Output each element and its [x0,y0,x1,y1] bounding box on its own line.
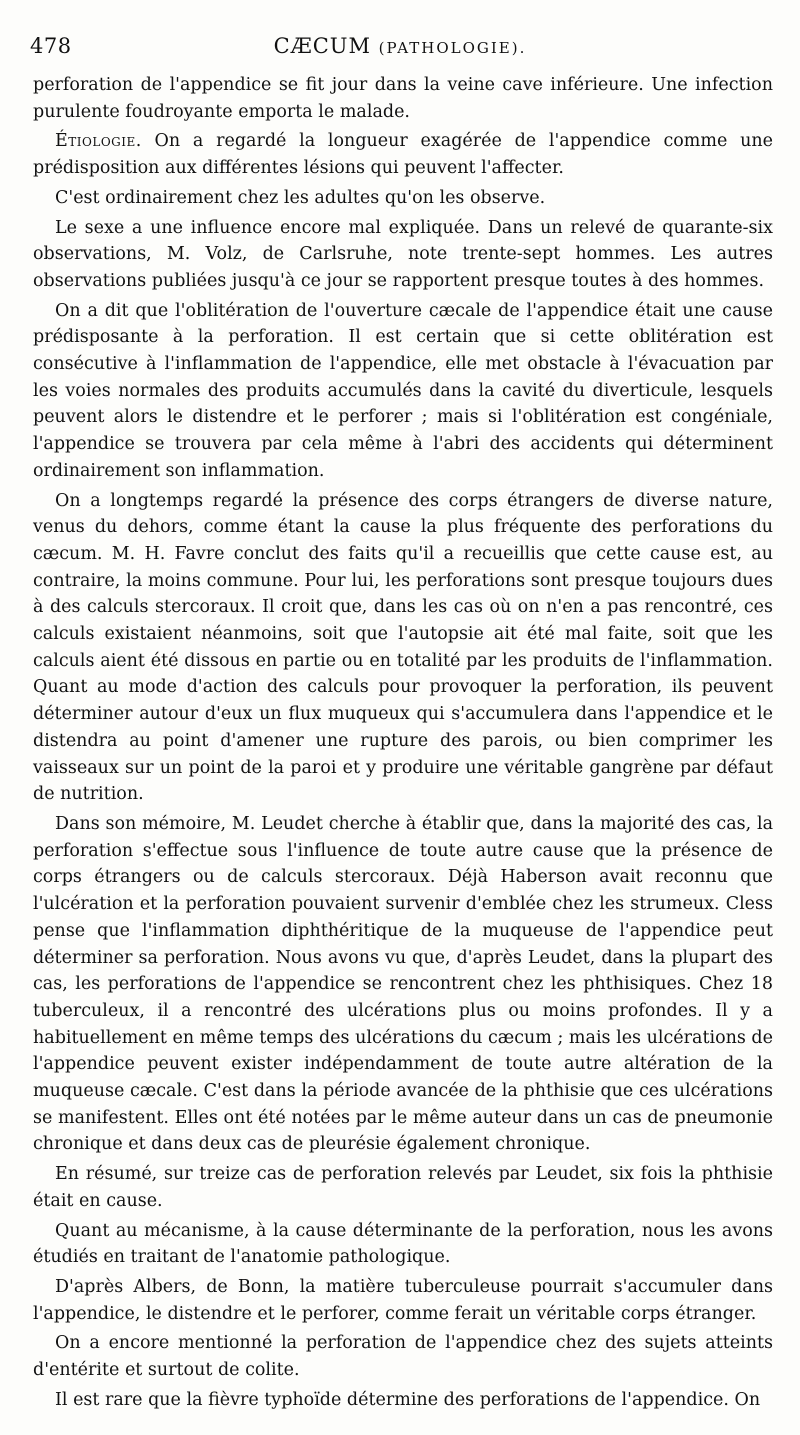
paragraph [33,488,773,808]
paragraph [33,128,773,181]
paragraph-text: C'est ordinairement chez les adultes qu'on les observe. [55,187,546,208]
paragraph [33,1161,773,1214]
running-head-title: CÆCUM [273,34,371,58]
paragraph [33,185,773,212]
paragraph [33,1387,773,1414]
paragraph [33,1218,773,1271]
paragraph-text: Dans son mémoire, M. Leudet cherche à établir que, dans la majorité des cas, la perforation s'effectue sous l'influence de toute autre cause que la présence de corps étrangers ou de calculs stercoraux. Déjà Haberson avait reconnu que l'ulcération et la perforation pouvaient survenir d'emblée chez les strumeux. Cless pense que l'inflammation diphthéritique de la muqueuse de l'appendice peut déterminer sa perforation. Nous avons vu que, d'après Leudet, dans la plupart des cas, les perforations de l'appendice se rencontrent chez les phthisiques. Chez 18 tuberculeux, il a rencontré des ulcérations plus ou moins profondes. Il y a habituellement en même temps des ulcérations du cæcum ; mais les ulcérations de l'appendice peuvent exister indépendamment de toute autre altération de la muqueuse cæcale. C'est dans la période avancée de la phthisie que ces ulcérations se manifestent. Elles ont été notées par le même auteur dans un cas de pneumonie chronique et dans deux cas de pleurésie également chronique. [33,813,773,1155]
paragraph [33,1274,773,1327]
paragraph [33,298,773,485]
section-heading: Étiologie. [55,131,142,152]
paragraph-text: On a longtemps regardé la présence des corps étrangers de diverse nature, venus du dehors, comme étant la cause la plus fréquente des perforations du cæcum. M. H. Favre conclut des faits qu'il a recueillis que cette cause est, au contraire, la moins commune. Pour lui, les perforations sont presque toujours dues à des calculs stercoraux. Il croit que, dans les cas où on n'en a pas rencontré, ces calculs existaient néanmoins, soit que l'autopsie ait été mal faite, soit que les calculs aient été dissous en partie ou en totalité par les produits de l'inflammation. Quant au mode d'action des calculs pour provoquer la perforation, ils peuvent déterminer autour d'eux un flux muqueux qui s'accumulera dans l'appendice et le distendra au point d'amener une rupture des parois, ou bien comprimer les vaisseaux sur un point de la paroi et y produire une véritable gangrène par défaut de nutrition. [33,490,773,805]
paragraph-text: Il est rare que la fièvre typhoïde détermine des perforations de l'appendice. On [55,1389,761,1410]
paragraph-text: On a encore mentionné la perforation de l'appendice chez des sujets atteints d'entérite et surtout de colite. [33,1333,773,1381]
paragraph-text: On a dit que l'oblitération de l'ouverture cæcale de l'appendice était une cause prédisposante à la perforation. Il est certain que si cette oblitération est consécutive à l'inflammation de l'appendice, elle met obstacle à l'évacuation par les voies normales des produits accumulés dans la cavité du diverticule, lesquels peuvent alors le distendre et le perforer ; mais si l'oblitération est congéniale, l'appendice se trouvera par cela même à l'abri des accidents qui déterminent ordinairement son inflammation. [33,300,773,481]
page-header [30,34,770,70]
paragraph [33,215,773,295]
paragraph-text: Le sexe a une influence encore mal expliquée. Dans un relevé de quarante-six observations, M. Volz, de Carlsruhe, note trente-sept hommes. Les autres observations publiées jusqu'à ce jour se rapportent presque toutes à des hommes. [33,217,773,291]
page-number: 478 [30,34,72,58]
paragraph-text: D'après Albers, de Bonn, la matière tuberculeuse pourrait s'accumuler dans l'appendice, le distendre et le perforer, comme ferait un véritable corps étranger. [33,1276,773,1324]
running-head-subtitle: (PATHOLOGIE). [378,39,527,57]
paragraph [33,72,773,125]
paragraph-text: On a regardé la longueur exagérée de l'appendice comme une prédisposition aux différentes lésions qui peuvent l'affecter. [33,131,773,179]
paragraph-text: perforation de l'appendice se fit jour dans la veine cave inférieure. Une infection purulente foudroyante emporta le malade. [33,75,773,122]
paragraph-text: Quant au mécanisme, à la cause déterminante de la perforation, nous les avons étudiés en traitant de l'anatomie pathologique. [33,1220,773,1268]
page-body [33,72,773,1413]
paragraph [33,811,773,1158]
paragraph [33,1330,773,1383]
running-head [30,34,770,58]
paragraph-text: En résumé, sur treize cas de perforation relevés par Leudet, six fois la phthisie était en cause. [33,1164,773,1211]
